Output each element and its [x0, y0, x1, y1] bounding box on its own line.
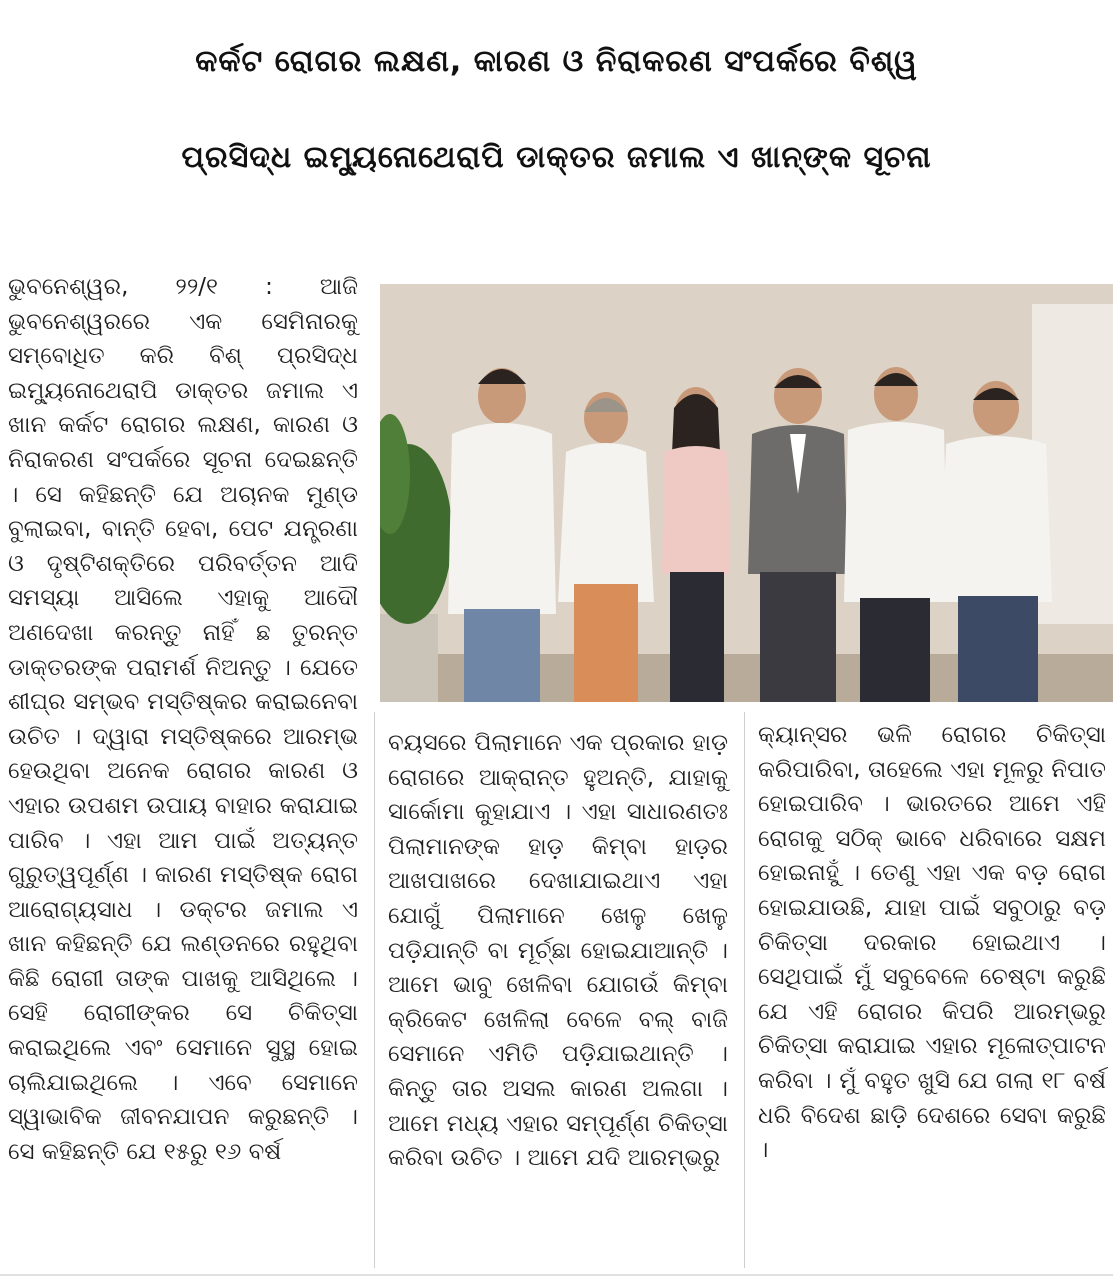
- article-column-2-text: ବୟସରେ ପିଲାମାନେ ଏକ ପ୍ରକାର ହାଡ଼ ରୋଗରେ ଆକ୍ରାନ୍ତ ହୁଅନ୍ତି, ଯାହାକୁ ସାର୍କୋମା କୁହାଯାଏ । ଏହା ସାଧାରଣତଃ ପିଲାମାନଙ୍କ ହାଡ଼ କିମ୍ବା ହାଡ଼ର ଆଖପାଖରେ ଦେଖାଯାଇଥାଏ ଏହା ଯୋଗୁଁ ପିଲାମାନେ ଖେଳୁ ଖେଳୁ ପଡ଼ିଯାନ୍ତି ବା ମୂର୍ଚ୍ଛା ହୋଇଯାଆନ୍ତି । ଆମେ ଭାବୁ ଖେଳିବା ଯୋଗଉଁ କିମ୍ବା କ୍ରିକେଟ ଖେଳିଲା ବେଳେ ବଲ୍ ବାଜି ସେମାନେ ଏମିତି ପଡ଼ିଯାଇଥାନ୍ତି । କିନ୍ତୁ ତାର ଅସଲ କାରଣ ଅଲଗା । ଆମେ ମଧ୍ୟ ଏହାର ସମ୍ପୂର୍ଣ୍ଣ ଚିକିତ୍ସା କରିବା ଉଚିତ । ଆମେ ଯଦି ଆରମ୍ଭରୁ: [388, 730, 728, 1172]
- bottom-rule: [0, 1274, 1113, 1276]
- group-photo-illustration: [380, 284, 1113, 702]
- article-column-3-text: କ୍ୟାନ୍ସର ଭଳି ରୋଗର ଚିକିତ୍ସା କରିପାରିବା, ତାହେଲେ ଏହା ମୂଳରୁ ନିପାତ ହୋଇପାରିବ । ଭାରତରେ ଆମେ ଏହି ରୋଗକୁ ସଠିକ୍ ଭାବେ ଧରିବାରେ ସକ୍ଷମ ହୋଇନାହୁଁ । ତେଣୁ ଏହା ଏକ ବଡ଼ ରୋଗ ହୋଇଯାଉଛି, ଯାହା ପାଇଁ ସବୁଠାରୁ ବଡ଼ ଚିକିତ୍ସା ଦରକାର ହୋଇଥାଏ । ସେଥିପାଇଁ ମୁଁ ସବୁବେଳେ ଚେଷ୍ଟା କରୁଛି ଯେ ଏହି ରୋଗର କିପରି ଆରମ୍ଭରୁ ଚିକିତ୍ସା କରାଯାଇ ଏହାର ମୂଳୋତ୍ପାଟନ କରିବା । ମୁଁ ବହୁତ ଖୁସି ଯେ ଗଲା ୧୮ ବର୍ଷ ଧରି ବିଦେଶ ଛାଡ଼ି ଦେଶରେ ସେବା କରୁଛି ।: [758, 722, 1106, 1164]
- headline: [0, 14, 1113, 206]
- headline-line-2: ପ୍ରସିଦ୍ଧ ଇମ୍ୟୁନୋଥେରାପି ଡାକ୍ତର ଜମାଲ ଏ ଖାନ୍‌ଙ୍କ ସୂଚନା: [181, 140, 932, 175]
- article-column-1-text: ଭୁବନେଶ୍ୱର, ୨୨/୧ : ଆଜି ଭୁବନେଶ୍ୱରରେ ଏକ ସେମିନାରକୁ ସମ୍ବୋଧିତ କରି ବିଶ୍ ପ୍ରସିଦ୍ଧ ଇମ୍ୟୁନୋଥେରାପି ଡାକ୍ତର ଜମାଲ ଏ ଖାନ କର୍କଟ ରୋଗର ଲକ୍ଷଣ, କାରଣ ଓ ନିରାକରଣ ସଂପର୍କରେ ସୂଚନା ଦେଇଛନ୍ତି । ସେ କହିଛନ୍ତି ଯେ ଅଚାନକ ମୁଣ୍ଡ ବୁଲାଇବା, ବାନ୍ତି ହେବା, ପେଟ ଯନ୍ତ୍ରଣା ଓ ଦୃଷ୍ଟିଶକ୍ତିରେ ପରିବର୍ତ୍ତନ ଆଦି ସମସ୍ୟା ଆସିଲେ ଏହାକୁ ଆଦୌ ଅଣଦେଖା କରନ୍ତୁ ନାହିଁ ଛ ତୁରନ୍ତ ଡାକ୍ତରଙ୍କ ପରାମର୍ଶ ନିଅନ୍ତୁ । ଯେତେ ଶୀଘ୍ର ସମ୍ଭବ ମସ୍ତିଷ୍କର କରାଇନେବା ଉଚିତ । ଦ୍ୱାରା ମସ୍ତିଷ୍କରେ ଆରମ୍ଭ ହେଉଥିବା ଅନେକ ରୋଗର କାରଣ ଓ ଏହାର ଉପଶମ ଉପାୟ ବାହାର କରାଯାଇ ପାରିବ । ଏହା ଆମ ପାଇଁ ଅତ୍ୟନ୍ତ ଗୁରୁତ୍ୱପୂର୍ଣ୍ଣ । କାରଣ ମସ୍ତିଷ୍କ ରୋଗ ଆରୋଗ୍ୟସାଧ । ଡକ୍ଟର ଜମାଲ ଏ ଖାନ କହିଛନ୍ତି ଯେ ଲଣ୍ଡନରେ ରହୁଥିବା କିଛି ରୋଗୀ ତାଙ୍କ ପାଖକୁ ଆସିଥିଲେ । ସେହି ରୋଗୀଙ୍କର ସେ ଚିକିତ୍ସା କରାଇଥିଲେ ଏବଂ ସେମାନେ ସୁସ୍ଥ ହୋଇ ଚାଲିଯାଇଥିଲେ । ଏବେ ସେମାନେ ସ୍ୱାଭାବିକ ଜୀବନଯାପନ କରୁଛନ୍ତି । ସେ କହିଛନ୍ତି ଯେ ୧୫ରୁ ୧୬ ବର୍ଷ: [8, 274, 358, 1165]
- headline-line-1: କର୍କଟ ରୋଗର ଲକ୍ଷଣ, କାରଣ ଓ ନିରାକରଣ ସଂପର୍କରେ ବିଶ୍ୱ: [195, 44, 918, 79]
- article-column-2: [388, 726, 728, 1176]
- group-photo: [380, 284, 1113, 702]
- article-column-3: [758, 718, 1106, 1168]
- column-divider-right: [744, 712, 745, 1268]
- column-divider-left: [374, 712, 375, 1268]
- article-column-1: [8, 270, 358, 1169]
